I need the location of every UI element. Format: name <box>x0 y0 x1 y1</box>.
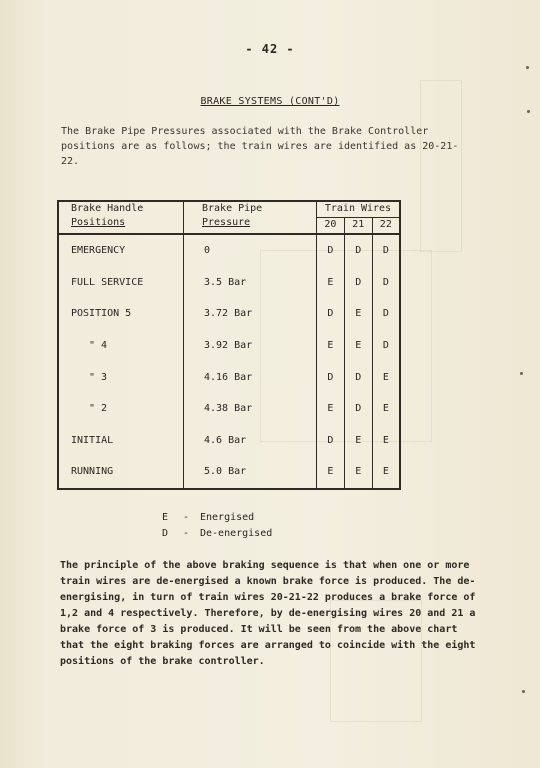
cell-position: " 3 <box>58 361 184 393</box>
binder-hole-mark <box>527 110 530 113</box>
cell-pressure: 3.92 Bar <box>184 330 317 362</box>
cell-wire-20: D <box>317 298 345 330</box>
table-row <box>58 234 400 267</box>
section-heading: BRAKE SYSTEMS (CONT'D) <box>200 96 340 107</box>
table-header-row <box>58 201 400 218</box>
cell-position: " 2 <box>58 393 184 425</box>
header-wire-21: 21 <box>344 218 372 235</box>
legend-code: D <box>161 528 169 539</box>
cell-wire-21: D <box>344 234 372 267</box>
explanation-paragraph: The principle of the above braking sequence is that when one or more train wires are de-energised a known brake force is produced. The de-energising, in turn of train wires 20-21-22 produces a brake force of 1,2 and 4 respectively. Therefore, by de-energising wires 20 and 21 a brake force of 3 is produced. It will be seen from the above chart that the eight braking forces are arranged to coincide with the eight positions of the brake controller. <box>60 560 476 667</box>
table-row <box>58 425 400 457</box>
cell-wire-22: E <box>372 425 400 457</box>
cell-wire-20: D <box>317 361 345 393</box>
header-brake-pipe-pressure: Brake Pipe Pressure <box>184 201 317 234</box>
cell-wire-21: E <box>344 330 372 362</box>
cell-wire-20: E <box>317 456 345 489</box>
binder-hole-mark <box>520 372 523 375</box>
cell-wire-20: D <box>317 234 345 267</box>
cell-position: EMERGENCY <box>58 234 184 267</box>
legend-dash: - <box>182 528 190 539</box>
cell-wire-21: E <box>344 425 372 457</box>
cell-wire-21: E <box>344 298 372 330</box>
legend-item-energised <box>158 510 272 526</box>
cell-wire-22: E <box>372 393 400 425</box>
cell-wire-22: D <box>372 234 400 267</box>
cell-wire-22: D <box>372 330 400 362</box>
cell-pressure: 4.6 Bar <box>184 425 317 457</box>
cell-pressure: 4.38 Bar <box>184 393 317 425</box>
table-row <box>58 361 400 393</box>
cell-wire-20: D <box>317 425 345 457</box>
cell-pressure: 3.5 Bar <box>184 267 317 299</box>
binder-hole-mark <box>526 66 529 69</box>
cell-wire-20: E <box>317 267 345 299</box>
cell-wire-22: E <box>372 361 400 393</box>
cell-position: FULL SERVICE <box>58 267 184 299</box>
binder-hole-mark <box>522 690 525 693</box>
intro-text: The Brake Pipe Pressures associated with the Brake Controller positions are as follows; the train wires are identified as 20-21-22. <box>61 126 459 167</box>
cell-wire-21: D <box>344 393 372 425</box>
cell-position: RUNNING <box>58 456 184 489</box>
brake-pressure-table <box>57 200 401 490</box>
table-row <box>58 330 400 362</box>
cell-wire-22: E <box>372 456 400 489</box>
cell-position: INITIAL <box>58 425 184 457</box>
cell-wire-21: D <box>344 267 372 299</box>
cell-wire-21: E <box>344 456 372 489</box>
cell-wire-22: D <box>372 298 400 330</box>
header-brake-handle-positions: Brake Handle Positions <box>58 201 184 234</box>
cell-pressure: 5.0 Bar <box>184 456 317 489</box>
cell-wire-20: E <box>317 393 345 425</box>
table-row <box>58 298 400 330</box>
table-row <box>58 456 400 489</box>
header-wire-20: 20 <box>317 218 345 235</box>
cell-position: POSITION 5 <box>58 298 184 330</box>
table-row <box>58 267 400 299</box>
header-wire-22: 22 <box>372 218 400 235</box>
legend-item-de-energised <box>158 526 272 542</box>
cell-pressure: 0 <box>184 234 317 267</box>
legend <box>158 510 272 542</box>
legend-meaning: De-energised <box>200 528 273 539</box>
legend-code: E <box>161 512 169 523</box>
cell-wire-20: E <box>317 330 345 362</box>
cell-wire-22: D <box>372 267 400 299</box>
legend-meaning: Energised <box>200 512 255 523</box>
legend-dash: - <box>182 512 190 523</box>
header-train-wires: Train Wires <box>317 201 401 218</box>
table-row <box>58 393 400 425</box>
page-number: - 42 - <box>245 42 295 56</box>
cell-pressure: 4.16 Bar <box>184 361 317 393</box>
cell-position: " 4 <box>58 330 184 362</box>
cell-pressure: 3.72 Bar <box>184 298 317 330</box>
cell-wire-21: D <box>344 361 372 393</box>
